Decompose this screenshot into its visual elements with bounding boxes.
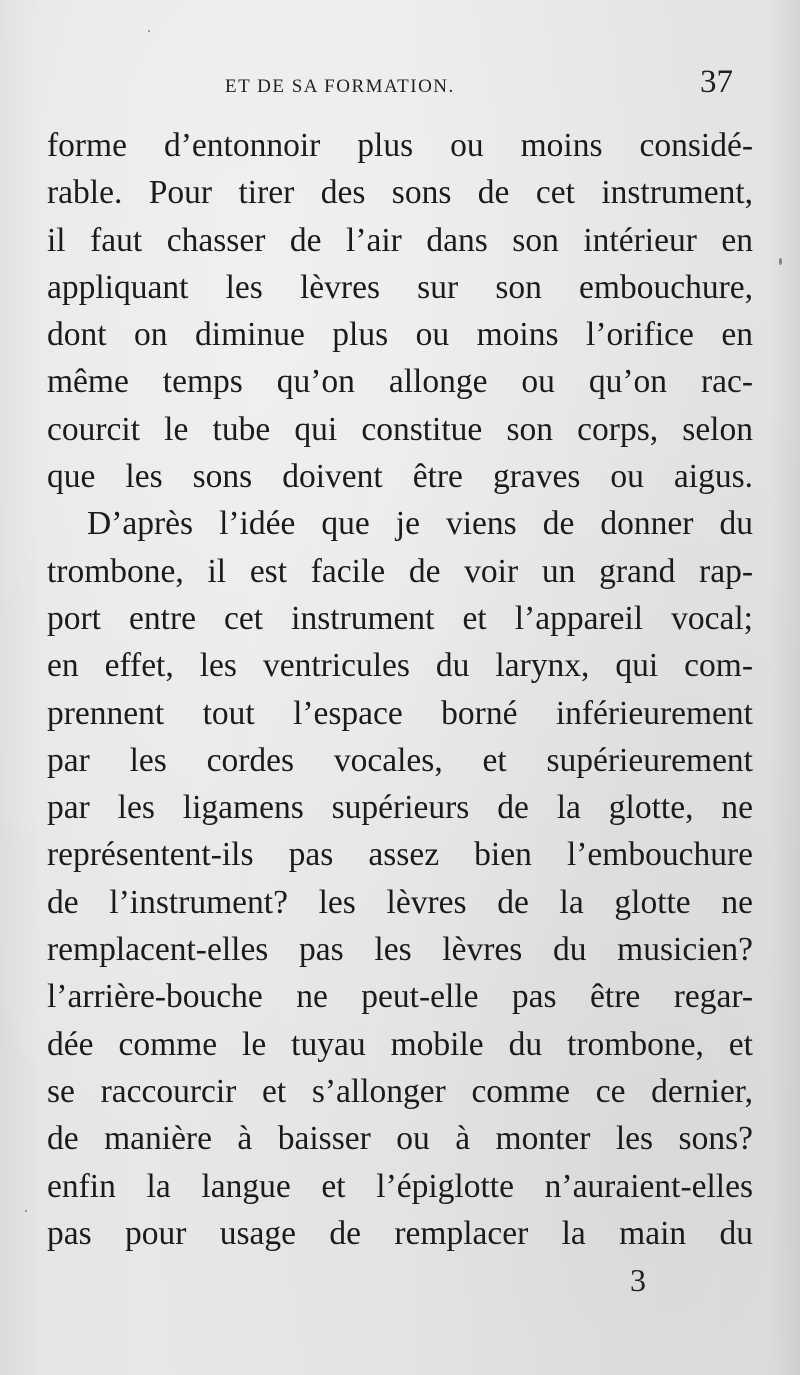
paragraph-last-line: que les sons doivent être graves ou aigus. — [47, 458, 753, 496]
paper-speck — [148, 30, 150, 32]
text-line: trombone, il est facile de voir un grand rap- — [47, 552, 753, 590]
page-number: 37 — [700, 64, 733, 100]
signature-mark: 3 — [630, 1262, 646, 1298]
text-line: courcit le tube qui constitue son corps, selon — [47, 410, 753, 448]
text-line: par les cordes vocales, et supérieurement — [47, 741, 753, 779]
text-line: forme d’entonnoir plus ou moins considé- — [47, 127, 753, 164]
text-line: l’arrière-bouche ne peut-elle pas être regar- — [47, 978, 753, 1016]
text-line: appliquant les lèvres sur son embouchure, — [47, 268, 753, 306]
paragraph-first-line: D’après l’idée que je viens de donner du — [87, 505, 753, 543]
paper-speck — [25, 1210, 27, 1212]
paper-speck — [779, 258, 782, 265]
body-text — [47, 122, 753, 1257]
text-line: se raccourcir et s’allonger comme ce dernier, — [47, 1072, 753, 1110]
text-line: remplacent-elles pas les lèvres du musicien? — [47, 931, 753, 969]
text-line: de l’instrument? les lèvres de la glotte ne — [47, 883, 753, 921]
text-line: pas pour usage de remplacer la main du — [47, 1214, 753, 1252]
running-head-title: ET DE SA FORMATION. — [225, 76, 455, 97]
text-line: prennent tout l’espace borné inférieurement — [47, 694, 753, 732]
text-line: dée comme le tuyau mobile du trombone, et — [47, 1025, 753, 1063]
text-line: de manière à baisser ou à monter les sons? — [47, 1120, 753, 1158]
text-line: en effet, les ventricules du larynx, qui com- — [47, 647, 753, 685]
text-line: représentent-ils pas assez bien l’embouchure — [47, 836, 753, 874]
text-line: rable. Pour tirer des sons de cet instrument, — [47, 174, 753, 212]
text-line: port entre cet instrument et l’appareil vocal; — [47, 599, 753, 637]
text-line: il faut chasser de l’air dans son intérieur en — [47, 221, 753, 259]
text-line: par les ligamens supérieurs de la glotte, ne — [47, 789, 753, 827]
text-line: enfin la langue et l’épiglotte n’auraient-elles — [47, 1167, 753, 1205]
text-line: même temps qu’on allonge ou qu’on rac- — [47, 363, 753, 401]
text-line: dont on diminue plus ou moins l’orifice en — [47, 316, 753, 354]
